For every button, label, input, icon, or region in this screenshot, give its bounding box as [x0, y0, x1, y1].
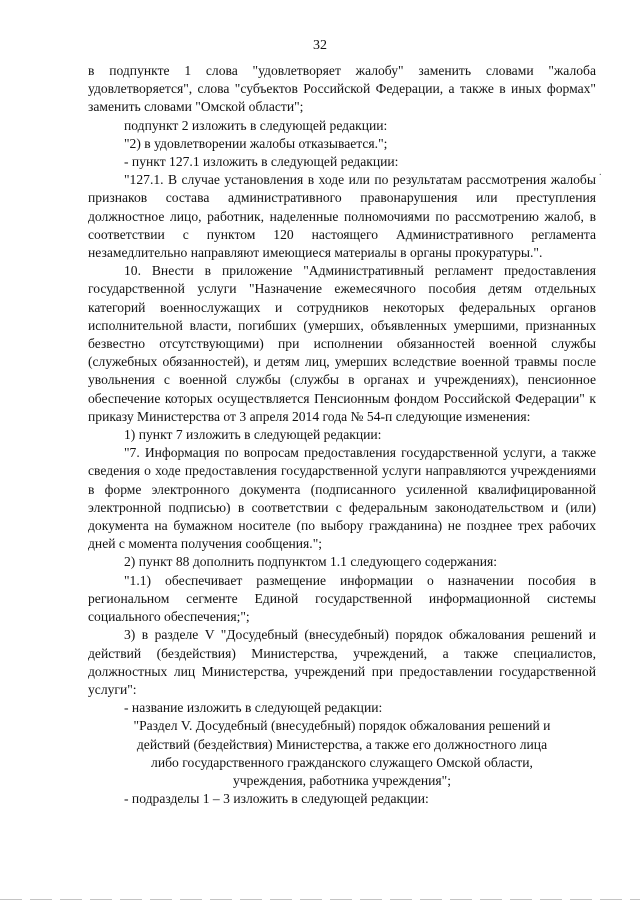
document-body — [88, 62, 596, 808]
paragraph-10: "1.1) обеспечивает размещение информации о назначении пособия в региональном сегменте Единой государственной информационной системы социального обеспечения;"; — [88, 572, 596, 625]
paragraph-4: - пункт 127.1 изложить в следующей редакции: — [124, 154, 399, 170]
paragraph-9: 2) пункт 88 дополнить подпунктом 1.1 следующего содержания: — [124, 554, 498, 570]
paragraph-8: "7. Информация по вопросам предоставления государственной услуги, а также сведения о ходе предоставления государственной услуги направляются учреждениями в форме электронного документа (подписанного усиленной квалифицированной электронной подписью) в соответствии с федеральным законодательством и (или) документа на бумажном носителе (по выбору гражданина) не позднее трех рабочих дней с момента получения сообщения."; — [88, 445, 596, 552]
paragraph-7: 1) пункт 7 изложить в следующей редакции: — [124, 427, 382, 443]
paragraph-last: - подразделы 1 – 3 изложить в следующей редакции: — [124, 791, 429, 807]
paragraph-11: 3) в разделе V "Досудебный (внесудебный) порядок обжалования решений и действий (бездействия) Министерства, учреждений, а также специалистов, должностных лиц Министерства, учреждений при предоставлении государственной услуги": — [88, 627, 596, 697]
paragraph-12: - название изложить в следующей редакции: — [124, 700, 383, 716]
section-heading-line: "Раздел V. Досудебный (внесудебный) порядок обжалования решений и — [133, 718, 551, 734]
section-heading-line: действий (бездействия) Министерства, а также его должностного лица — [136, 736, 548, 752]
page-number: 32 — [313, 38, 327, 53]
section-heading — [88, 717, 596, 790]
paragraph-1: в подпункте 1 слова "удовлетворяет жалобу" заменить словами "жалоба удовлетворяется", слова "субъектов Российской Федерации, а также в иных формах" заменить словами "Омской области"; — [88, 63, 596, 115]
scan-edge-line — [0, 899, 640, 900]
paragraph-5: "127.1. В случае установления в ходе или по результатам рассмотрения жалобы признаков состава административного правонарушения или преступления должностное лицо, работник, наделенные полномочиями по рассмотрению жалоб, в соответствии с пунктом 120 настоящего Административного регламента незамедлительно направляют имеющиеся материалы в органы прокуратуры.". — [88, 172, 596, 261]
section-heading-line: либо государственного гражданского служащего Омской области, — [151, 754, 533, 770]
paragraph-3: "2) в удовлетворении жалобы отказывается."; — [124, 135, 388, 151]
paragraph-2: подпункт 2 изложить в следующей редакции: — [124, 117, 388, 133]
scan-mark: · — [598, 170, 602, 181]
paragraph-6: 10. Внести в приложение "Административный регламент предоставления государственной услуги "Назначение ежемесячного пособия детям отдельных категорий военнослужащих и сотрудников некоторых федеральных органов исполнительной власти, погибших (умерших, объявленных умершими, признанных безвестно отсутствующими) при исполнении обязанностей военной службы (служебных обязанностей), и детям лиц, умерших вследствие военной травмы после увольнения с военной службы (службы в органах и учреждениях), пенсионное обеспечение которых осуществляется Пенсионным фондом Российской Федерации" к приказу Министерства от 3 апреля 2014 года № 54-п следующие изменения: — [88, 263, 596, 424]
section-heading-line: учреждения, работника учреждения"; — [232, 772, 452, 788]
